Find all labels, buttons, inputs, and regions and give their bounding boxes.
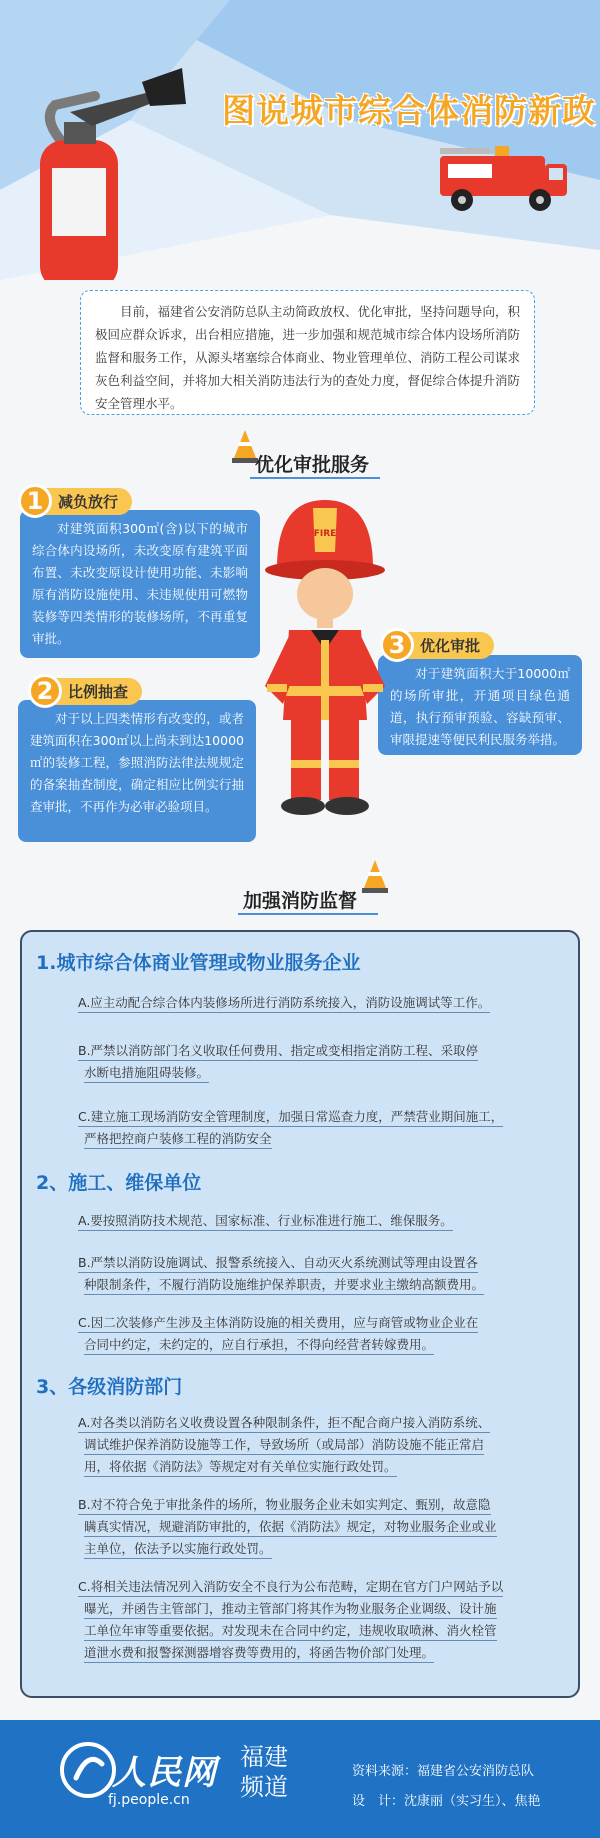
category-1-item-c: C.建立施工现场消防安全管理制度，加强日常巡查力度，严禁营业期间施工， 严格把控商户装修工程的消防安全 (78, 1106, 558, 1150)
logo-url: fj.people.cn (108, 1792, 190, 1808)
logo-text: 人民网 (112, 1753, 217, 1793)
page-title: 图说城市综合体消防新政 (222, 91, 596, 130)
category-1-title: 1.城市综合体商业管理或物业服务企业 (36, 952, 361, 974)
heading-underline (238, 913, 378, 915)
approval-item-1-label: 减负放行 (36, 488, 132, 515)
approval-item-2-text: 对于以上四类情形有改变的，或者建筑面积在300㎡以上尚未到达10000㎡的装修工程，参照消防法律法规规定的备案抽查制度，确定相应比例实行抽查审批，不再作为必审必验项目。 (30, 711, 244, 814)
approval-item-1-badge (18, 484, 132, 518)
section-heading-supervision: 加强消防监督 (243, 890, 358, 912)
category-2-title: 2、施工、维保单位 (36, 1172, 202, 1194)
category-3-item-a: A.对各类以消防名义收费设置各种限制条件，拒不配合商户接入消防系统、 调试维护保养消防设施等工作，导致场所（或局部）消防设施不能正常启 用，将依据《消防法》等规定对有关单位实施行政处罚。 (78, 1412, 558, 1478)
approval-item-1-bubble (20, 510, 260, 658)
category-3-item-c: C.将相关违法情况列入消防安全不良行为公布范畴，定期在官方门户网站予以 曝光，并函告主管部门，推动主管部门将其作为物业服务企业调级、设计施 工单位年审等重要依据。对发现未在合同中约定，违规收取喷淋、消火栓管 道泄水费和报警探测器增容费等费用的，将函告物价部门处理。 (78, 1576, 558, 1664)
approval-item-2-badge (28, 674, 142, 708)
category-2-item-c: C.因二次装修产生涉及主体消防设施的相关费用，应与商管或物业企业在 合同中约定，未约定的，应自行承担，不得向经营者转嫁费用。 (78, 1312, 558, 1356)
category-1-item-b: B.严禁以消防部门名义收取任何费用、指定或变相指定消防工程、采取停 水断电措施阻碍装修。 (78, 1040, 558, 1084)
approval-item-2-label: 比例抽查 (46, 678, 142, 705)
firefighter-illustration (255, 490, 395, 820)
category-3-item-b: B.对不符合免于审批条件的场所，物业服务企业未如实判定、甄别，故意隐 瞒真实情况，规避消防审批的，依据《消防法》规定，对物业服务企业或业 主单位，依法予以实施行政处罚。 (78, 1494, 558, 1560)
approval-item-1-number: 1 (18, 484, 52, 518)
approval-item-3-label: 优化审批 (398, 632, 494, 659)
section-heading-approval: 优化审批服务 (255, 454, 370, 476)
category-1-item-a: A.应主动配合综合体内装修场所进行消防系统接入，消防设施调试等工作。 (78, 992, 558, 1014)
approval-item-3-text: 对于建筑面积大于10000㎡的场所审批，开通项目绿色通道，执行预审预验、容缺预审、审限提速等便民利民服务举措。 (390, 666, 570, 747)
supervision-panel (20, 930, 580, 1698)
heading-underline (250, 477, 380, 479)
people-daily-logo-icon (60, 1742, 116, 1798)
header (0, 0, 600, 280)
traffic-cone-icon (360, 858, 390, 894)
approval-item-3-badge (380, 628, 494, 662)
approval-item-1-text: 对建筑面积300㎡(含)以下的城市综合体内设场所，未改变原有建筑平面布置、未改变原设计使用功能、未影响原有消防设施使用、未违规使用可燃物装修等四类情形的装修场所，不再重复审批。 (32, 521, 248, 646)
source-credit: 资料来源：福建省公安消防总队 (352, 1764, 535, 1779)
category-2-item-b: B.严禁以消防设施调试、报警系统接入、自动灭火系统测试等理由设置各 种限制条件，不履行消防设施维护保养职责，并要求业主缴纳高额费用。 (78, 1252, 558, 1296)
approval-item-2-bubble (18, 700, 256, 842)
approval-item-3-bubble (378, 655, 582, 755)
approval-item-2-number: 2 (28, 674, 62, 708)
category-3-title: 3、各级消防部门 (36, 1376, 183, 1398)
helmet-label: FIRE (313, 529, 337, 539)
footer (0, 1720, 600, 1838)
intro-text: 目前，福建省公安消防总队主动简政放权、优化审批，坚持问题导向，积极回应群众诉求，出台相应措施，进一步加强和规范城市综合体内设场所消防监督和服务工作，从源头堵塞综合体商业、物业管理单位、消防工程公司谋求灰色利益空间，并将加大相关消防违法行为的查处力度，督促综合体提升消防安全管理水平。 (80, 290, 535, 415)
header-illustration (0, 0, 600, 280)
category-2-item-a: A.要按照消防技术规范、国家标准、行业标准进行施工、维保服务。 (78, 1210, 558, 1232)
channel-name: 福建频道 (240, 1743, 288, 1801)
approval-item-3-number: 3 (380, 628, 414, 662)
design-credit: 设 计：沈康丽（实习生）、焦艳 (352, 1794, 541, 1809)
